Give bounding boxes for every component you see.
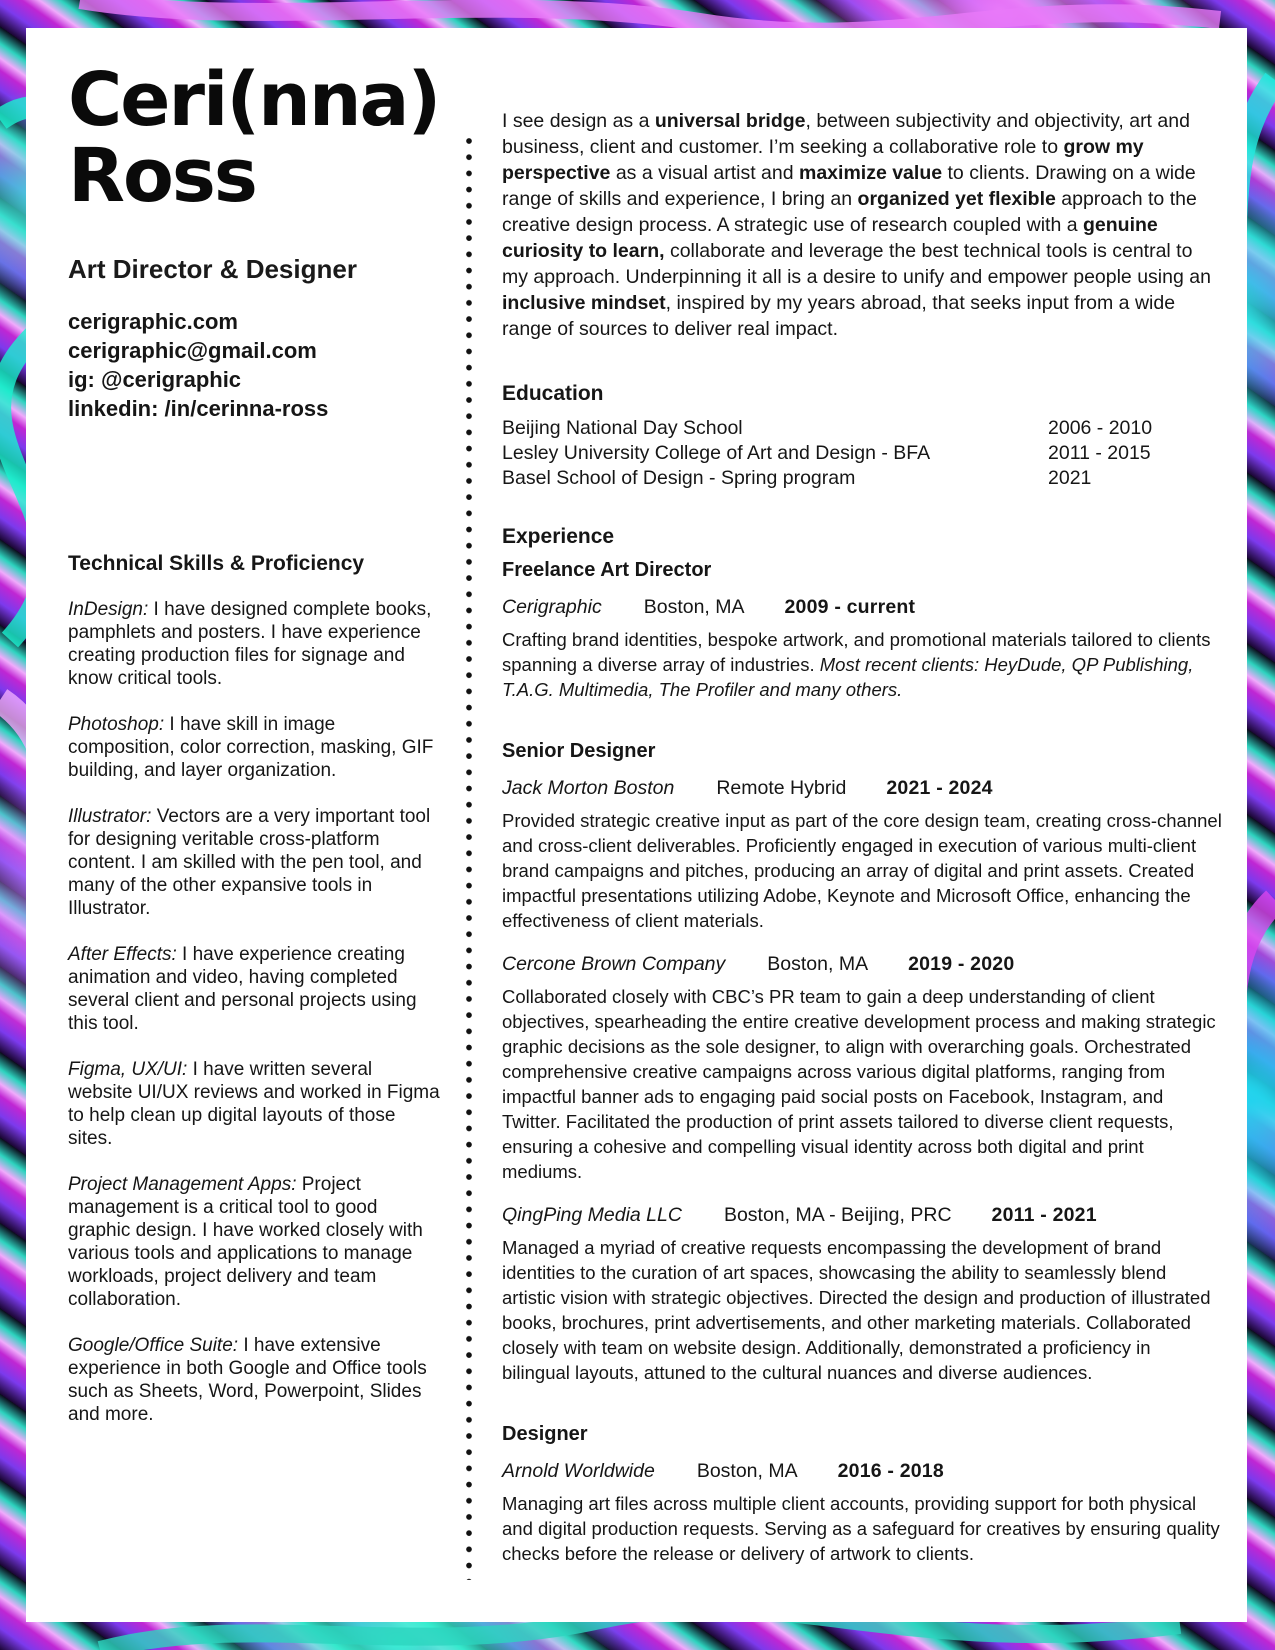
company-name: Cercone Brown Company [502, 953, 726, 975]
job-years: 2016 - 2018 [837, 1460, 944, 1482]
job-location: Boston, MA [767, 953, 869, 975]
job-years: 2019 - 2020 [908, 953, 1015, 975]
summary-highlight: maximize value [799, 162, 943, 184]
job-years: 2009 - current [784, 596, 916, 618]
role-title: Art Director & Designer [68, 254, 357, 284]
job-location: Boston, MA - Beijing, PRC [723, 1204, 952, 1226]
job-location: Boston, MA [643, 596, 745, 618]
school-years: 2011 - 2015 [1048, 442, 1151, 464]
education-heading: Education [502, 382, 604, 405]
dotted-divider [466, 138, 472, 1580]
school-name: Lesley University College of Art and Design - BFA [502, 442, 931, 464]
skill-text: I have written several website UI/UX reviews and worked in Figma to help clean up digital layouts of those sites. [68, 1059, 440, 1149]
company-name: QingPing Media LLC [502, 1204, 682, 1226]
summary-highlight: grow my perspective [502, 136, 1144, 184]
education-row [502, 441, 1222, 466]
skill-item [68, 1334, 440, 1426]
education-section [502, 382, 1222, 491]
main-column [502, 108, 1222, 1566]
skill-item [68, 1058, 440, 1150]
job-meta [502, 777, 1222, 800]
skill-item [68, 713, 440, 782]
job-years: 2011 - 2021 [991, 1204, 1097, 1226]
school-years: 2006 - 2010 [1048, 417, 1153, 439]
skills-list [68, 598, 440, 1449]
skill-name: Illustrator: [68, 806, 152, 827]
job-description: Provided strategic creative input as part of the core design team, creating cross-channel and cross-client deliverables. Proficiently engaged in execution of various multi-client brand campaigns and pitches, producing an array of digital and print assets. Created impactful presentations utilizing Adobe, Keynote and Microsoft Office, enhancing the effectiveness of client materials. [502, 810, 1222, 931]
skill-text: I have experience creating animation and video, having completed several client and personal projects using this tool. [68, 944, 417, 1034]
name-line-last: Ross [68, 133, 256, 219]
company-name: Arnold Worldwide [502, 1460, 655, 1482]
school-name: Beijing National Day School [502, 417, 743, 439]
skill-item [68, 805, 440, 920]
job-years: 2021 - 2024 [886, 777, 993, 799]
school-name: Basel School of Design - Spring program [502, 467, 856, 489]
instagram-link[interactable]: ig: @cerigraphic [68, 367, 242, 392]
job-description: Collaborated closely with CBC’s PR team to gain a deep understanding of client objectives, spearheading the entire creative development process and making strategic graphic decisions as the sole designer, to align with overarching goals. Orchestrated comprehensive creative campaigns across various digital platforms, ranging from impactful banner ads to engaging paid social posts on Facebook, Instagram, and Twitter. Facilitated the production of print assets tailored to diverse client requests, ensuring a cohesive and compelling visual identity across both digital and print mediums. [502, 986, 1216, 1182]
job-location: Boston, MA [696, 1460, 798, 1482]
job-description: Managed a myriad of creative requests encompassing the development of brand identities to the curation of art spaces, showcasing the ability to seamlessly blend artistic vision with strategic objectives. Directed the design and production of illustrated books, brochures, print advertisements, and other marketing materials. Collaborated closely with team on website design. Additionally, demonstrated a proficiency in bilingual layouts, attuned to the cultural nuances and diverse audiences. [502, 1237, 1211, 1383]
role-heading-senior: Senior Designer [502, 740, 656, 762]
name-heading [68, 57, 448, 219]
summary-text: approach to the creative design process. A strategic use of research coupled with a [502, 188, 1197, 236]
experience-heading: Experience [502, 525, 615, 548]
summary-paragraph [502, 108, 1222, 342]
job-description-text: Crafting brand identities, bespoke artwork, and promotional materials tailored to clients spanning a diverse array of industries. [502, 629, 1211, 675]
skill-item [68, 598, 440, 690]
email-link[interactable]: cerigraphic@gmail.com [68, 338, 317, 363]
skill-text: Project management is a critical tool to good graphic design. I have worked closely with various tools and applications to manage workloads, project delivery and team collaboration. [68, 1174, 423, 1310]
company-name: Jack Morton Boston [502, 777, 675, 799]
skill-name: Google/Office Suite: [68, 1335, 239, 1356]
job-description: Managing art files across multiple client accounts, providing support for both physical and digital production requests. Serving as a safeguard for creatives by ensuring quality checks before the release or delivery of artwork to clients. [502, 1493, 1220, 1564]
summary-text: to clients. Drawing on a wide range of skills and experience, I bring an [502, 162, 1196, 210]
recent-clients-note: Most recent clients: HeyDude, QP Publishing, T.A.G. Multimedia, The Profiler and many others. [502, 654, 1194, 700]
job-meta [502, 953, 1222, 976]
linkedin-link[interactable]: linkedin: /in/cerinna-ross [68, 396, 329, 421]
education-row [502, 466, 1222, 491]
skill-text: I have designed complete books, pamphlets and posters. I have experience creating production files for signage and know critical tools. [68, 599, 432, 689]
summary-text: , inspired by my years abroad, that seeks input from a wide range of sources to deliver real impact. [502, 292, 1176, 340]
job-meta [502, 596, 1222, 619]
experience-section [502, 525, 1222, 1566]
summary-highlight: organized yet flexible [857, 188, 1056, 210]
skill-item [68, 943, 440, 1035]
skill-name: InDesign: [68, 599, 149, 620]
website-link[interactable]: cerigraphic.com [68, 309, 238, 334]
skill-name: Project Management Apps: [68, 1174, 297, 1195]
skill-name: After Effects: [68, 944, 177, 965]
education-row [502, 416, 1222, 441]
role-heading-designer: Designer [502, 1423, 588, 1445]
header-left [68, 57, 448, 423]
skills-heading: Technical Skills & Proficiency [68, 552, 365, 575]
summary-text: collaborate and leverage the best technical tools is central to my approach. Underpinning it all is a desire to unify and empower people using an [502, 240, 1211, 288]
company-name: Cerigraphic [502, 596, 602, 618]
role-heading-freelance: Freelance Art Director [502, 559, 712, 581]
summary-highlight: inclusive mindset [502, 292, 666, 314]
summary-text: I see design as a [502, 110, 655, 132]
school-years: 2021 [1048, 467, 1092, 489]
summary-highlight: universal bridge [654, 110, 806, 132]
skill-item [68, 1173, 440, 1311]
summary-highlight: genuine curiosity to learn, [502, 214, 1158, 262]
skill-name: Figma, UX/UI: [68, 1059, 188, 1080]
skill-text: I have extensive experience in both Google and Office tools such as Sheets, Word, Powerpoint, Slides and more. [68, 1335, 427, 1425]
job-meta [502, 1460, 1222, 1483]
summary-text: , between subjectivity and objectivity, art and business, client and customer. I’m seeking a collaborative role to [502, 110, 1190, 158]
job-meta [502, 1204, 1222, 1227]
skill-name: Photoshop: [68, 714, 165, 735]
job-location: Remote Hybrid [716, 777, 847, 799]
skill-text: Vectors are a very important tool for designing veritable cross-platform content. I am skilled with the pen tool, and many of the other expansive tools in Illustrator. [68, 806, 431, 919]
name-line-first: Ceri(nna) [68, 57, 440, 143]
summary-text: as a visual artist and [610, 162, 799, 184]
job-description [502, 627, 1222, 702]
skill-text: I have skill in image composition, color correction, masking, GIF building, and layer organization. [68, 714, 434, 781]
contact-block [68, 307, 448, 423]
